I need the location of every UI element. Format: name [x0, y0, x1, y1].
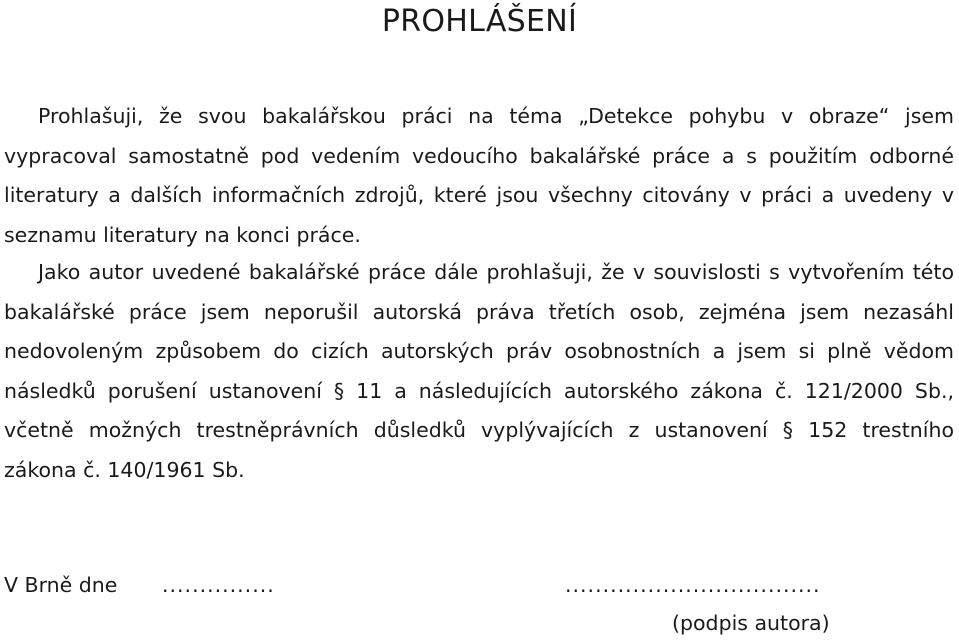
date-dotted-line: ............... [162, 573, 275, 597]
declaration-paragraph-1: Prohlašuji, že svou bakalářskou práci na téma „Detekce pohybu v obraze“ jsem vypracoval samostatně pod vedením vedoucího bakalářské práce a s použitím odborné literatury a dalších informačních zdrojů, které jsou všechny citovány v práci a uvedeny v seznamu literatury na konci práce. [4, 104, 954, 247]
signature-row [4, 567, 954, 603]
signature-dotted-line: .................................. [565, 573, 821, 597]
page-title: PROHLÁŠENÍ [381, 4, 578, 39]
declaration-paragraph-2: Jako autor uvedené bakalářské práce dále prohlašuji, že v souvislosti s vytvořením této bakalářské práce jsem neporušil autorská práva třetích osob, zejména jsem nezasáhl nedovoleným způsobem do cizích autorských práv osobnostních a jsem si plně vědom následků porušení ustanovení § 11 a následujících autorského zákona č. 121/2000 Sb., včetně možných trestněprávních důsledků vyplývajících z ustanovení § 152 trestního zákona č. 140/1961 Sb. [4, 260, 954, 482]
place-date-label: V Brně dne [4, 573, 118, 597]
signature-caption: (podpis autora) [672, 611, 830, 635]
